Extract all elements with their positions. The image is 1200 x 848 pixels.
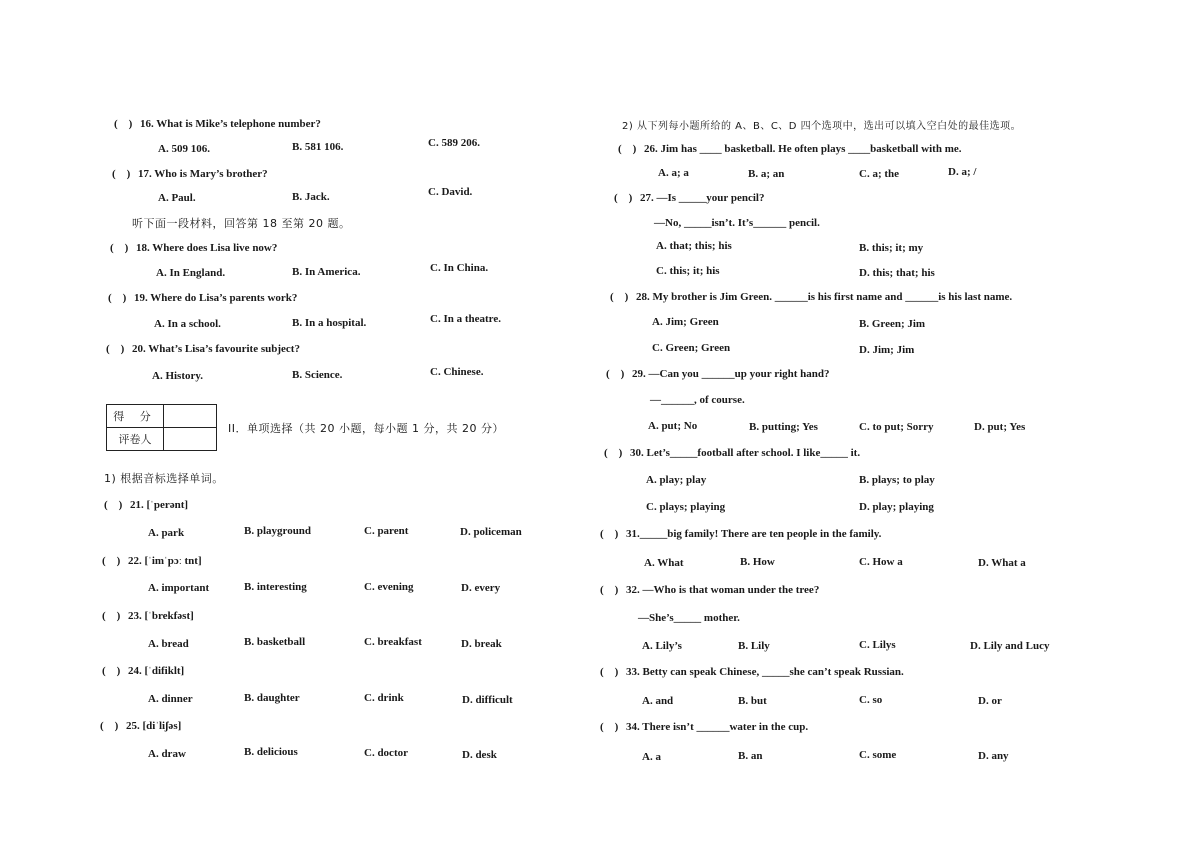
question-28 <box>610 291 1012 303</box>
option-c: C. parent <box>364 525 409 537</box>
option-a: A. dinner <box>148 693 193 705</box>
option-a: A. In a school. <box>154 318 221 330</box>
option-b: B. basketball <box>244 636 306 648</box>
question-line-2: —She’s_____ mother. <box>638 612 740 624</box>
option-c: C. doctor <box>364 747 408 759</box>
answer-blank[interactable]: ( ) <box>102 610 121 622</box>
question-stem: 33. Betty can speak Chinese, _____she can’t speak Russian. <box>626 666 904 678</box>
question-stem: 20. What’s Lisa’s favourite subject? <box>132 343 300 355</box>
question-stem: 27. —Is _____your pencil? <box>640 192 765 204</box>
option-c: C. Green; Green <box>652 342 731 354</box>
option-b: B. Jack. <box>292 191 330 203</box>
option-b: B. a; an <box>748 168 785 180</box>
subsection-2-heading: 2) 从下列每小题所给的 A、B、C、D 四个选项中，选出可以填入空白处的最佳选项。 <box>622 121 1022 132</box>
question-34 <box>600 721 808 733</box>
option-d: D. or <box>978 695 1002 707</box>
option-d: D. a; / <box>948 166 977 178</box>
option-a: A. park <box>148 527 185 539</box>
question-stem: 31._____big family! There are ten people in the family. <box>626 528 882 540</box>
question-16 <box>114 118 321 130</box>
option-b: B. How <box>740 556 775 568</box>
option-d: D. desk <box>462 749 497 761</box>
answer-blank[interactable]: ( ) <box>110 242 129 254</box>
subsection-1-heading: 1) 根据音标选择单词。 <box>104 472 224 485</box>
option-c: C. How a <box>859 556 903 568</box>
option-d: D. Lily and Lucy <box>970 640 1050 652</box>
question-18 <box>110 242 277 254</box>
question-stem: 22. [ˈimˈpɔː tnt] <box>128 555 202 567</box>
score-box <box>106 404 217 451</box>
right-column <box>600 0 1200 848</box>
option-c: C. drink <box>364 692 404 704</box>
option-d: D. policeman <box>460 526 522 538</box>
option-b: B. interesting <box>244 581 307 593</box>
question-20 <box>106 343 300 355</box>
option-b: B. Lily <box>738 640 770 652</box>
option-a: A. and <box>642 695 674 707</box>
answer-blank[interactable]: ( ) <box>600 666 619 678</box>
question-33 <box>600 666 904 678</box>
question-19 <box>108 292 297 304</box>
question-stem: 19. Where do Lisa’s parents work? <box>134 292 298 304</box>
question-stem: 24. [ˈdifiklt] <box>128 665 185 677</box>
section-title: II．单项选择（共 20 小题，每小题 1 分，共 20 分） <box>228 422 504 435</box>
option-c: C. this; it; his <box>656 265 720 277</box>
question-stem: 32. —Who is that woman under the tree? <box>626 584 820 596</box>
question-17 <box>112 168 268 180</box>
option-a: A. Lily’s <box>642 640 682 652</box>
question-line-2: —______, of course. <box>650 394 745 406</box>
score-cell[interactable] <box>164 405 217 428</box>
question-26 <box>618 143 962 155</box>
option-b: B. playground <box>244 525 312 537</box>
option-c: C. David. <box>428 186 473 198</box>
grader-cell[interactable] <box>164 428 217 451</box>
option-b: B. 581 106. <box>292 141 344 153</box>
option-d: D. every <box>461 582 501 594</box>
answer-blank[interactable]: ( ) <box>112 168 131 180</box>
question-22 <box>102 555 202 567</box>
option-d: D. play; playing <box>859 501 934 513</box>
question-stem: 18. Where does Lisa live now? <box>136 242 278 254</box>
answer-blank[interactable]: ( ) <box>618 143 637 155</box>
option-d: D. this; that; his <box>859 267 935 279</box>
option-d: D. What a <box>978 557 1026 569</box>
option-a: A. Paul. <box>158 192 196 204</box>
option-c: C. some <box>859 749 897 761</box>
option-d: D. any <box>978 750 1009 762</box>
question-stem: 26. Jim has ____ basketball. He often plays ____basketball with me. <box>644 143 962 155</box>
answer-blank[interactable]: ( ) <box>102 555 121 567</box>
option-c: C. In a theatre. <box>430 313 501 325</box>
question-29 <box>606 368 830 380</box>
answer-blank[interactable]: ( ) <box>114 118 133 130</box>
option-a: A. put; No <box>648 420 698 432</box>
question-32 <box>600 584 819 596</box>
question-27 <box>614 192 764 204</box>
option-a: A. a <box>642 751 661 763</box>
option-a: A. a; a <box>658 167 689 179</box>
question-stem: 30. Let’s_____football after school. I like_____ it. <box>630 447 861 459</box>
question-stem: 28. My brother is Jim Green. ______is his first name and ______is his last name. <box>636 291 1013 303</box>
option-c: C. plays; playing <box>646 501 726 513</box>
question-30 <box>604 447 860 459</box>
answer-blank[interactable]: ( ) <box>600 721 619 733</box>
option-b: B. an <box>738 750 763 762</box>
option-b: B. Science. <box>292 369 343 381</box>
option-c: C. In China. <box>430 262 489 274</box>
option-a: A. bread <box>148 638 189 650</box>
option-b: B. In a hospital. <box>292 317 367 329</box>
question-24 <box>102 665 184 677</box>
question-21 <box>104 499 188 511</box>
option-c: C. Chinese. <box>430 366 484 378</box>
option-a: A. play; play <box>646 474 707 486</box>
option-d: D. difficult <box>462 694 513 706</box>
option-c: C. breakfast <box>364 636 422 648</box>
answer-blank[interactable]: ( ) <box>106 343 125 355</box>
answer-blank[interactable]: ( ) <box>600 528 619 540</box>
option-c: C. a; the <box>859 168 900 180</box>
option-b: B. this; it; my <box>859 242 924 254</box>
option-c: C. to put; Sorry <box>859 421 934 433</box>
option-a: A. that; this; his <box>656 240 732 252</box>
option-d: D. Jim; Jim <box>859 344 915 356</box>
question-25 <box>100 720 181 732</box>
option-b: B. but <box>738 695 767 707</box>
option-c: C. Lilys <box>859 639 896 651</box>
question-31 <box>600 528 881 540</box>
option-b: B. In America. <box>292 266 361 278</box>
listening-instruction: 听下面一段材料，回答第 18 至第 20 题。 <box>132 217 351 230</box>
answer-blank[interactable]: ( ) <box>600 584 619 596</box>
answer-blank[interactable]: ( ) <box>104 499 123 511</box>
question-stem: 16. What is Mike’s telephone number? <box>140 118 321 130</box>
option-a: A. What <box>644 557 684 569</box>
option-d: D. put; Yes <box>974 421 1026 433</box>
option-a: A. In England. <box>156 267 226 279</box>
option-c: C. 589 206. <box>428 137 480 149</box>
question-stem: 17. Who is Mary’s brother? <box>138 168 268 180</box>
question-stem: 25. [diˈliʃəs] <box>126 720 182 732</box>
option-c: C. so <box>859 694 883 706</box>
option-b: B. putting; Yes <box>749 421 818 433</box>
answer-blank[interactable]: ( ) <box>606 368 625 380</box>
answer-blank[interactable]: ( ) <box>108 292 127 304</box>
option-a: A. draw <box>148 748 186 760</box>
grader-label: 评卷人 <box>107 428 164 451</box>
answer-blank[interactable]: ( ) <box>100 720 119 732</box>
question-23 <box>102 610 194 622</box>
option-a: A. important <box>148 582 210 594</box>
option-d: D. break <box>461 638 502 650</box>
answer-blank[interactable]: ( ) <box>610 291 629 303</box>
score-label: 得 分 <box>107 405 164 428</box>
question-line-2: —No, _____isn’t. It’s______ pencil. <box>654 217 820 229</box>
option-a: A. History. <box>152 370 204 382</box>
answer-blank[interactable]: ( ) <box>604 447 623 459</box>
option-b: B. daughter <box>244 692 300 704</box>
question-stem: 29. —Can you ______up your right hand? <box>632 368 830 380</box>
option-b: B. plays; to play <box>859 474 935 486</box>
option-a: A. Jim; Green <box>652 316 719 328</box>
question-stem: 34. There isn’t ______water in the cup. <box>626 721 809 733</box>
option-b: B. Green; Jim <box>859 318 926 330</box>
option-c: C. evening <box>364 581 414 593</box>
option-a: A. 509 106. <box>158 143 210 155</box>
answer-blank[interactable]: ( ) <box>102 665 121 677</box>
option-b: B. delicious <box>244 746 298 758</box>
question-stem: 23. [ˈbrekfəst] <box>128 610 194 622</box>
answer-blank[interactable]: ( ) <box>614 192 633 204</box>
question-stem: 21. [ˈperənt] <box>130 499 189 511</box>
